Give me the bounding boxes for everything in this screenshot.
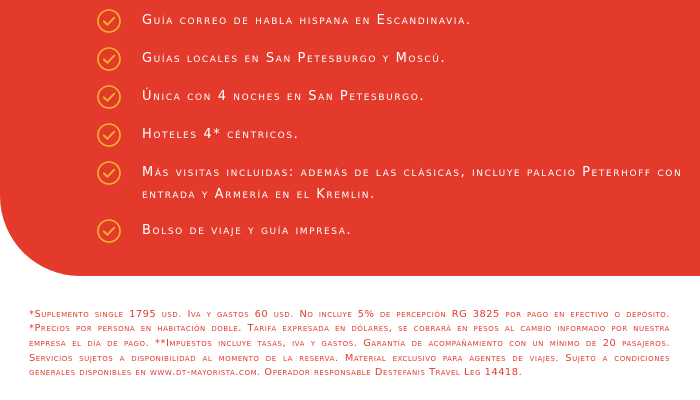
feature-item — [96, 122, 696, 148]
feature-item — [96, 160, 696, 206]
features-list — [96, 8, 696, 244]
feature-text: Bolso de viaje y guía impresa. — [142, 223, 353, 238]
feature-text: Guía correo de habla hispana en Escandinavia. — [142, 13, 472, 28]
feature-item — [96, 218, 696, 244]
feature-text: Guías locales en San Petesburgo y Moscú. — [142, 51, 447, 66]
circle-check-icon — [96, 122, 122, 148]
circle-check-icon — [96, 218, 122, 244]
legal-footnote: *Suplemento single 1795 usd. Iva y gastos 60 usd. No incluye 5% de percepción RG 3825 por pago en efectivo o depósito. *Precios por persona en habitación doble. Tarifa expresada en dólares, se cobrará en pesos al cambio informado por nuestra empresa el día de pago. **Impuestos incluye tasas, iva y gastos. Garantía de acompañamiento con un mínimo de 20 pasajeros. Servicios sujetos a disponibilidad al momento de la reserva. Material exclusivo para agentes de viajes. Sujeto a condiciones generales disponibles en www.dt-mayorista.com. Operador responsable Destefanis Travel Leg 14418. — [29, 308, 670, 379]
feature-text: Hoteles 4* céntricos. — [142, 127, 300, 142]
circle-check-icon — [96, 160, 122, 186]
circle-check-icon — [96, 8, 122, 34]
circle-check-icon — [96, 46, 122, 72]
feature-text: Más visitas incluidas: además de las clásicas, incluye palacio Peterhoff con entrada y Armería en el Kremlin. — [142, 165, 683, 202]
circle-check-icon — [96, 84, 122, 110]
feature-item — [96, 8, 696, 34]
feature-text: Única con 4 noches en San Petesburgo. — [142, 89, 426, 104]
feature-item — [96, 46, 696, 72]
feature-item — [96, 84, 696, 110]
